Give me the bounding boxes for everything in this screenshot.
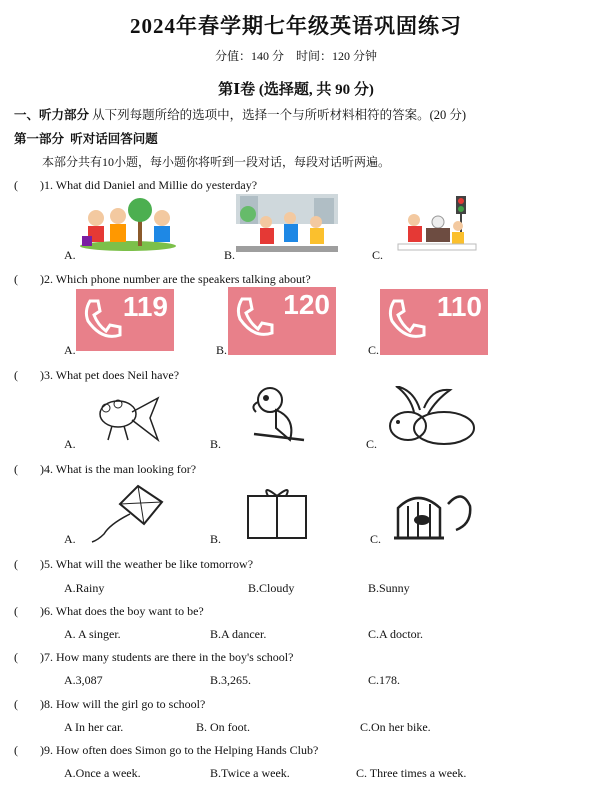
q7-option-c[interactable]: C.178. <box>368 673 401 687</box>
part-one-note: 本部分共有10小题，每小题你将听到一段对话，每段对话听两遍。 <box>42 155 391 169</box>
q7-option-b[interactable]: B.3,265. <box>210 673 252 687</box>
parrot-icon[interactable] <box>246 384 308 448</box>
question-text: 3. What pet does Neil have? <box>44 368 180 382</box>
q2-option-a[interactable]: A. <box>64 343 76 357</box>
q1-option-b[interactable]: B. <box>224 248 236 262</box>
q5-option-a[interactable]: A.Rainy <box>64 581 105 595</box>
phone-handset-icon <box>82 297 122 343</box>
gift-box-icon[interactable] <box>246 484 308 540</box>
q7-option-a[interactable]: A.3,087 <box>64 673 103 687</box>
q6-option-b[interactable]: B.A dancer. <box>210 627 267 641</box>
phone-number: 119 <box>122 291 168 322</box>
phone-number-110-picture[interactable] <box>380 289 488 355</box>
cleaning-park-picture[interactable] <box>236 194 338 256</box>
question-text: 5. What will the weather be like tomorrow? <box>44 557 254 571</box>
part-one-subheading: 第一部分 听对话回答问题 <box>14 132 158 146</box>
question-text: 7. How many students are there in the boy's school? <box>44 650 294 664</box>
q2-option-b[interactable]: B. <box>216 343 228 357</box>
question-5: ( )5. What will the weather be like tomorrow? <box>14 557 254 571</box>
q1-option-a[interactable]: A. <box>64 248 76 262</box>
q9-option-a[interactable]: A.Once a week. <box>64 766 141 780</box>
question-9: ( )9. How often does Simon go to the Helping Hands Club? <box>14 743 319 757</box>
phone-handset-icon <box>386 297 426 343</box>
q2-option-c[interactable]: C. <box>368 343 380 357</box>
question-8: ( )8. How will the girl go to school? <box>14 697 206 711</box>
question-3: ( )3. What pet does Neil have? <box>14 368 180 382</box>
answer-paren[interactable]: ( <box>14 697 18 711</box>
answer-paren[interactable]: ( <box>14 557 18 571</box>
phone-number: 110 <box>436 291 482 322</box>
q8-option-a[interactable]: A In her car. <box>64 720 124 734</box>
question-6: ( )6. What does the boy want to be? <box>14 604 204 618</box>
q8-option-b[interactable]: B. On foot. <box>196 720 250 734</box>
question-2: ( )2. Which phone number are the speakers talking about? <box>14 272 311 286</box>
section-heading: 第Ⅰ卷 (选择题, 共 90 分) <box>218 82 374 98</box>
question-text: 9. How often does Simon go to the Helping Hands Club? <box>44 743 319 757</box>
phone-number-120-picture[interactable] <box>228 287 336 355</box>
score-time-line: 分值：140 分 时间：120 分钟 <box>214 49 377 63</box>
answer-paren[interactable]: ( <box>14 743 18 757</box>
page-title: 2024年春学期七年级英语巩固练习 <box>130 14 462 38</box>
question-7: ( )7. How many students are there in the boy's school? <box>14 650 294 664</box>
phone-number-119-picture[interactable] <box>76 289 174 351</box>
q9-option-b[interactable]: B.Twice a week. <box>210 766 290 780</box>
listening-heading: 一、听力部分 <box>14 108 90 122</box>
q3-option-a[interactable]: A. <box>64 437 76 451</box>
q4-option-a[interactable]: A. <box>64 532 76 546</box>
question-1: ( )1. What did Daniel and Millie do yesterday? <box>14 178 258 192</box>
q4-option-b[interactable]: B. <box>210 532 222 546</box>
listening-instruction-text: 从下列每题所给的选项中，选择一个与所听材料相符的答案。(20 分) <box>92 108 467 122</box>
answer-paren[interactable]: ( <box>14 368 18 382</box>
q4-option-c[interactable]: C. <box>370 532 382 546</box>
phone-handset-icon <box>234 295 274 341</box>
q3-option-c[interactable]: C. <box>366 437 378 451</box>
answer-paren[interactable]: ( <box>14 462 18 476</box>
answer-paren[interactable]: ( <box>14 178 18 192</box>
q3-option-b[interactable]: B. <box>210 437 222 451</box>
question-text: 1. What did Daniel and Millie do yesterday? <box>44 178 258 192</box>
birdcage-icon[interactable] <box>392 484 478 544</box>
question-text: 6. What does the boy want to be? <box>44 604 204 618</box>
q5-option-c[interactable]: B.Sunny <box>368 581 410 595</box>
kite-icon[interactable] <box>90 484 164 544</box>
question-text: 2. Which phone number are the speakers talking about? <box>44 272 311 286</box>
q8-option-c[interactable]: C.On her bike. <box>360 720 431 734</box>
helping-elderly-picture[interactable] <box>394 194 480 254</box>
q6-option-a[interactable]: A. A singer. <box>64 627 121 641</box>
q6-option-c[interactable]: C.A doctor. <box>368 627 424 641</box>
q9-option-c[interactable]: C. Three times a week. <box>356 766 467 780</box>
planting-trees-picture[interactable] <box>78 196 178 252</box>
rabbit-icon[interactable] <box>384 386 480 446</box>
q5-option-b[interactable]: B.Cloudy <box>248 581 295 595</box>
question-text: 8. How will the girl go to school? <box>44 697 206 711</box>
q1-option-c[interactable]: C. <box>372 248 384 262</box>
goldfish-icon[interactable] <box>88 390 162 444</box>
question-4: ( )4. What is the man looking for? <box>14 462 197 476</box>
answer-paren[interactable]: ( <box>14 272 18 286</box>
answer-paren[interactable]: ( <box>14 650 18 664</box>
phone-number: 120 <box>283 289 330 320</box>
question-text: 4. What is the man looking for? <box>44 462 197 476</box>
answer-paren[interactable]: ( <box>14 604 18 618</box>
listening-instruction <box>14 105 466 123</box>
